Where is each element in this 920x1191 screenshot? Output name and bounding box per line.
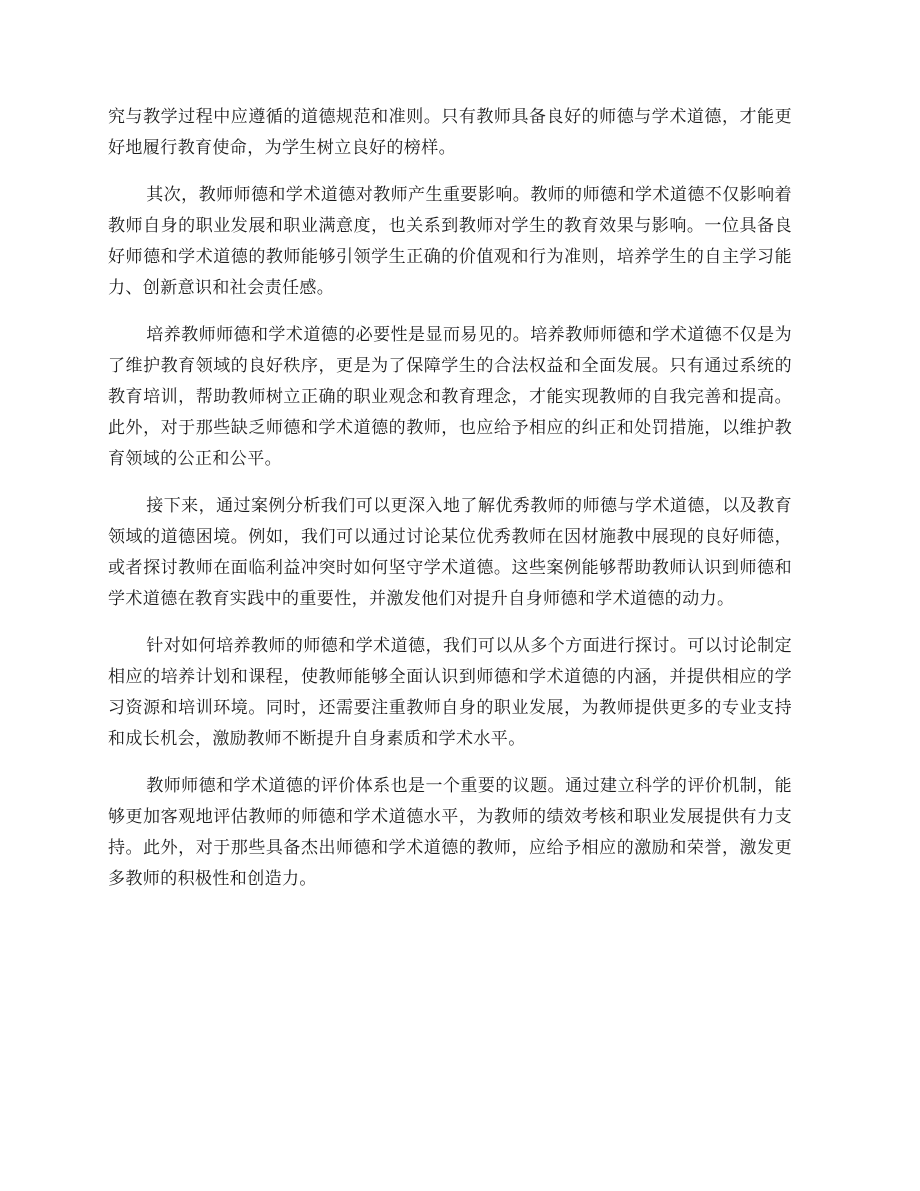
paragraph-4: 接下来，通过案例分析我们可以更深入地了解优秀教师的师德与学术道德，以及教育领域的道德困境。例如，我们可以通过讨论某位优秀教师在因材施教中展现的良好师德，或者探讨教师在面临利益冲突时如何坚守学术道德。这些案例能够帮助教师认识到师德和学术道德在教育实践中的重要性，并激发他们对提升自身师德和学术道德的动力。 xyxy=(108,496,792,609)
paragraph-1: 究与教学过程中应遵循的道德规范和准则。只有教师具备良好的师德与学术道德，才能更好地履行教育使命，为学生树立良好的榜样。 xyxy=(108,107,792,158)
paragraph-2: 其次，教师师德和学术道德对教师产生重要影响。教师的师德和学术道德不仅影响着教师自身的职业发展和职业满意度，也关系到教师对学生的教育效果与影响。一位具备良好师德和学术道德的教师能够引领学生正确的价值观和行为准则，培养学生的自主学习能力、创新意识和社会责任感。 xyxy=(108,185,792,298)
paragraph-6: 教师师德和学术道德的评价体系也是一个重要的议题。通过建立科学的评价机制，能够更加客观地评估教师的师德和学术道德水平，为教师的绩效考核和职业发展提供有力支持。此外，对于那些具备杰出师德和学术道德的教师，应给予相应的激励和荣誉，激发更多教师的积极性和创造力。 xyxy=(108,776,792,889)
document-body xyxy=(108,102,792,911)
paragraph-3: 培养教师师德和学术道德的必要性是显而易见的。培养教师师德和学术道德不仅是为了维护教育领域的良好秩序，更是为了保障学生的合法权益和全面发展。只有通过系统的教育培训，帮助教师树立正确的职业观念和教育理念，才能实现教师的自我完善和提高。此外，对于那些缺乏师德和学术道德的教师，也应给予相应的纠正和处罚措施，以维护教育领域的公正和公平。 xyxy=(108,325,792,469)
paragraph-5: 针对如何培养教师的师德和学术道德，我们可以从多个方面进行探讨。可以讨论制定相应的培养计划和课程，使教师能够全面认识到师德和学术道德的内涵，并提供相应的学习资源和培训环境。同时，还需要注重教师自身的职业发展，为教师提供更多的专业支持和成长机会，激励教师不断提升自身素质和学术水平。 xyxy=(108,636,792,749)
